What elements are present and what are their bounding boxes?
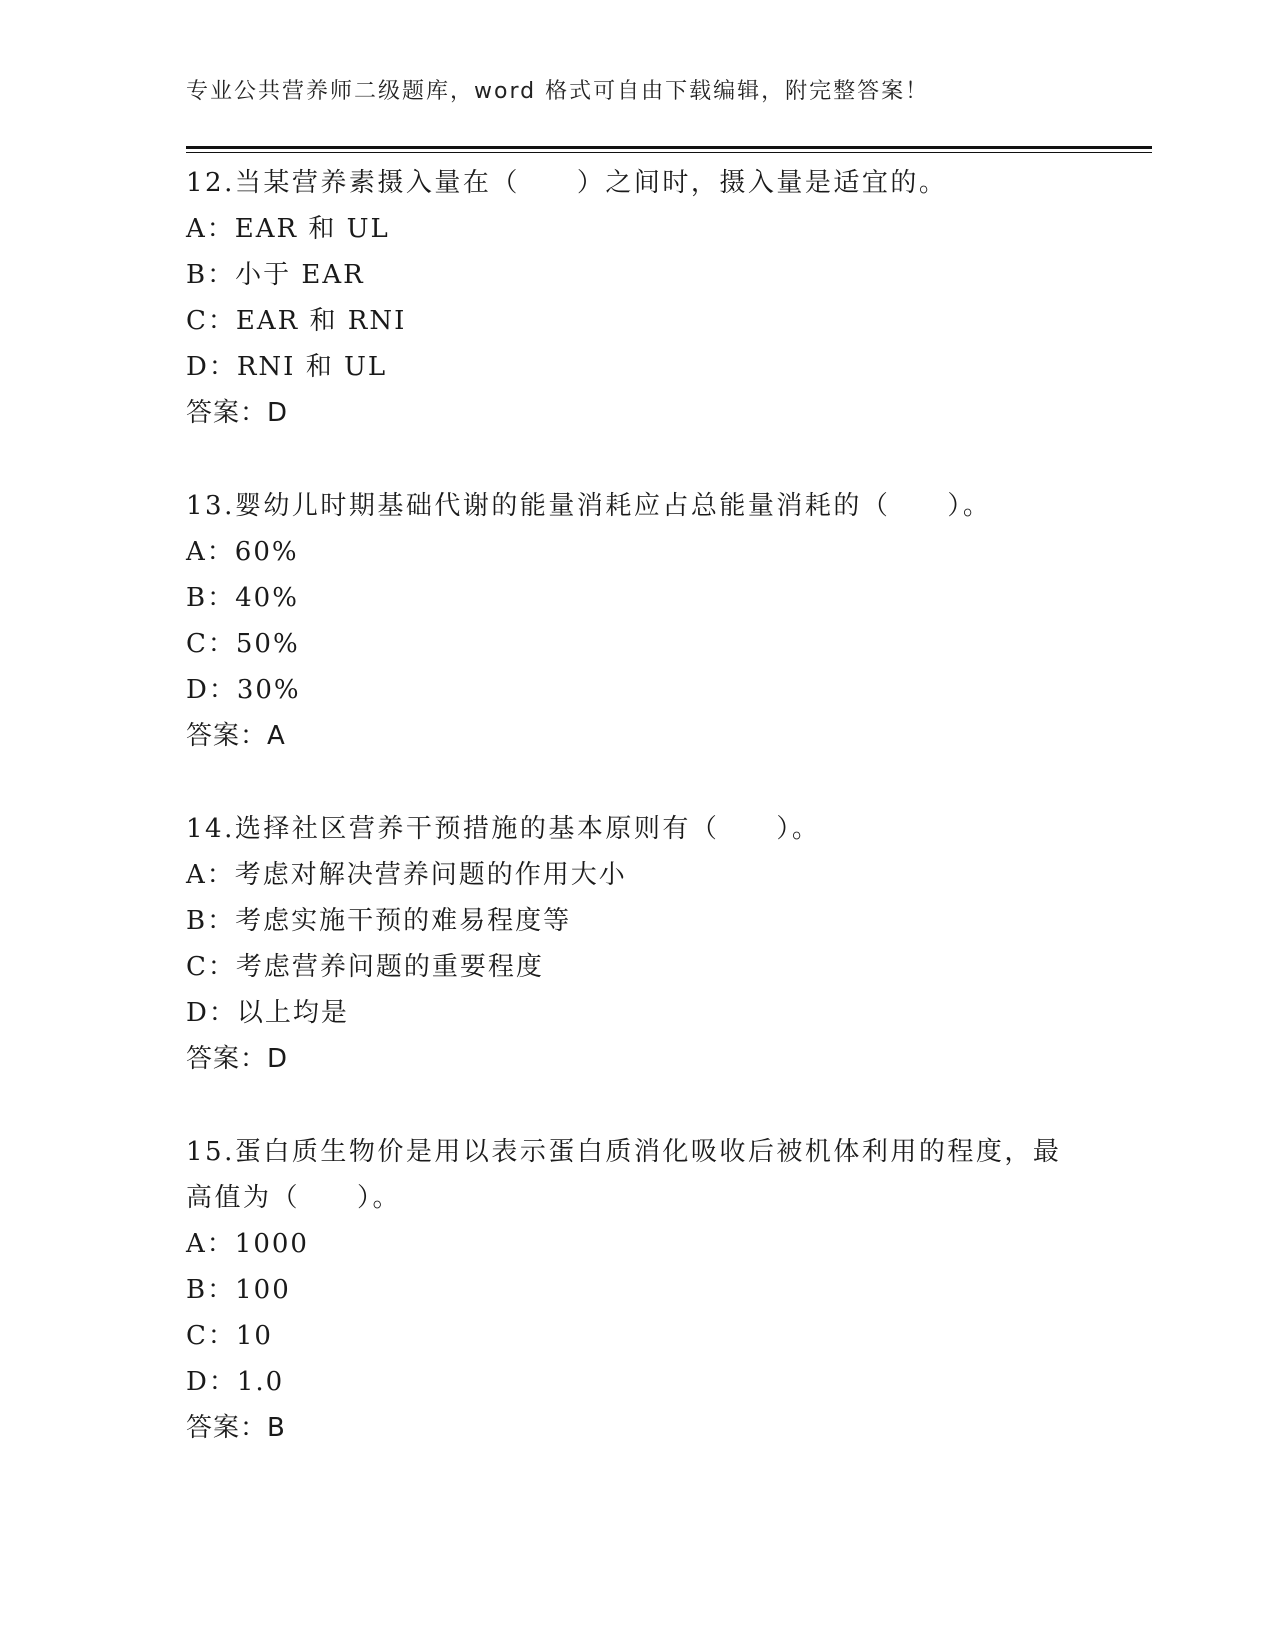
- question-list: [186, 160, 1086, 1498]
- question-12: [186, 160, 1086, 436]
- option-b: B：考虑实施干预的难易程度等: [186, 906, 572, 936]
- header-rule-thick: [186, 146, 1152, 149]
- question-14: [186, 806, 1086, 1082]
- option-d: D：30%: [186, 675, 301, 705]
- question-text: 14.选择社区营养干预措施的基本原则有（ ）。: [186, 814, 821, 844]
- answer: 答案：D: [186, 1044, 289, 1074]
- option-c: C：考虑营养问题的重要程度: [186, 952, 544, 982]
- page-header: 专业公共营养师二级题库，word 格式可自由下载编辑，附完整答案！: [186, 79, 930, 104]
- question-text: 12.当某营养素摄入量在（ ）之间时，摄入量是适宜的。: [186, 168, 948, 198]
- option-b: B：40%: [186, 583, 299, 613]
- answer: 答案：B: [186, 1413, 286, 1443]
- header-rule-thin: [186, 152, 1152, 153]
- answer: 答案：D: [186, 398, 289, 428]
- option-d: D：RNI 和 UL: [186, 352, 388, 382]
- option-d: D：1.0: [186, 1367, 285, 1397]
- question-text: 15.蛋白质生物价是用以表示蛋白质消化吸收后被机体利用的程度，最高值为（ ）。: [186, 1137, 1062, 1213]
- option-a: A：EAR 和 UL: [186, 214, 390, 244]
- option-c: C：50%: [186, 629, 300, 659]
- option-a: A：考虑对解决营养问题的作用大小: [186, 860, 627, 890]
- question-text: 13.婴幼儿时期基础代谢的能量消耗应占总能量消耗的（ ）。: [186, 491, 992, 521]
- option-b: B：100: [186, 1275, 291, 1305]
- question-13: [186, 483, 1086, 759]
- option-c: C：10: [186, 1321, 273, 1351]
- option-a: A：1000: [186, 1229, 309, 1259]
- question-15: [186, 1129, 1086, 1451]
- option-b: B：小于 EAR: [186, 260, 365, 290]
- option-a: A：60%: [186, 537, 299, 567]
- option-c: C：EAR 和 RNI: [186, 306, 407, 336]
- answer: 答案：A: [186, 721, 286, 751]
- option-d: D：以上均是: [186, 998, 349, 1028]
